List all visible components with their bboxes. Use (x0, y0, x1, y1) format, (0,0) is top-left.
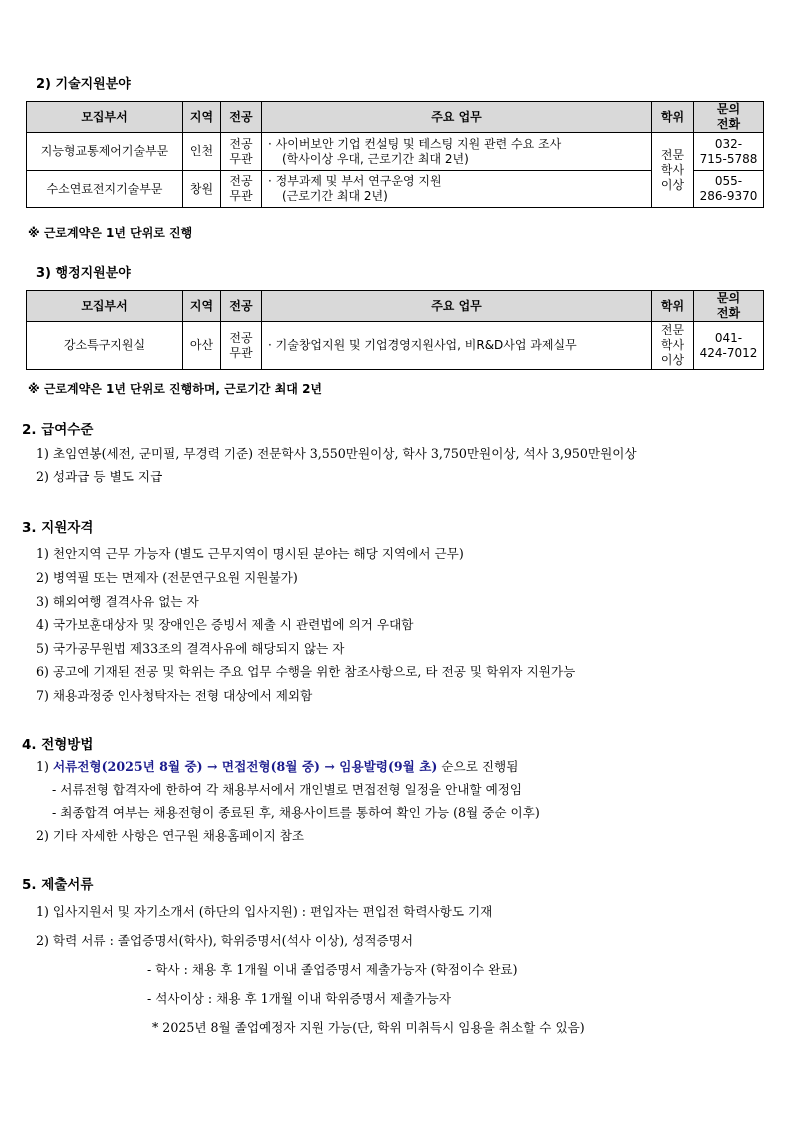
header-duty: 주요 업무 (262, 291, 652, 322)
header-dept: 모집부서 (27, 102, 183, 133)
documents-sub-item: - 학사 : 채용 후 1개월 이내 졸업증명서 제출가능자 (학점이수 완료) (147, 962, 518, 977)
table-row (27, 133, 764, 171)
documents-item: 2) 학력 서류 : 졸업증명서(학사), 학위증명서(석사 이상), 성적증명서 (36, 933, 413, 948)
tech-support-table (26, 101, 764, 208)
documents-item: 1) 입사지원서 및 자기소개서 (하단의 입사지원) : 편입자는 편입전 학력사항도 기재 (36, 904, 493, 919)
degree-cell: 전문 학사 이상 (652, 133, 694, 208)
salary-item: 1) 초임연봉(세전, 군미필, 무경력 기준) 전문학사 3,550만원이상, 학사 3,750만원이상, 석사 3,950만원이상 (36, 446, 637, 461)
header-major: 전공 (221, 291, 262, 322)
process-sub-item: - 최종합격 여부는 채용전형이 종료된 후, 채용사이트를 통하여 확인 가능 (8월 중순 이후) (52, 805, 540, 820)
documents-sub-item: - 석사이상 : 채용 후 1개월 이내 학위증명서 제출가능자 (147, 991, 452, 1006)
process-heading: 4. 전형방법 (22, 737, 94, 753)
table-row (27, 322, 764, 370)
table-header-row (27, 102, 764, 133)
table-header-row (27, 291, 764, 322)
region-cell: 아산 (183, 322, 221, 370)
duty-cell: · 사이버보안 기업 컨설팅 및 테스팅 지원 관련 수요 조사 (학사이상 우대, 근로기간 최대 2년) (262, 133, 652, 171)
header-contact: 문의 전화 (694, 291, 764, 322)
header-region: 지역 (183, 102, 221, 133)
duty-cell: · 기술창업지원 및 기업경영지원사업, 비R&D사업 과제실무 (262, 322, 652, 370)
qualification-item: 6) 공고에 기재된 전공 및 학위는 주요 업무 수행을 위한 참조사항으로, 타 전공 및 학위자 지원가능 (36, 664, 576, 679)
qualification-item: 2) 병역필 또는 면제자 (전문연구요원 지원불가) (36, 570, 298, 585)
header-major: 전공 (221, 102, 262, 133)
tech-contract-note: ※ 근로계약은 1년 단위로 진행 (28, 226, 193, 240)
header-region: 지역 (183, 291, 221, 322)
major-cell: 전공 무관 (221, 133, 262, 171)
admin-contract-note: ※ 근로계약은 1년 단위로 진행하며, 근로기간 최대 2년 (28, 382, 323, 396)
header-degree: 학위 (652, 102, 694, 133)
process-item: 2) 기타 자세한 사항은 연구원 채용홈페이지 참조 (36, 828, 305, 843)
dept-cell: 수소연료전지기술부문 (27, 171, 183, 208)
major-cell: 전공 무관 (221, 171, 262, 208)
documents-note: * 2025년 8월 졸업예정자 지원 가능(단, 학위 미취득시 임용을 취소할 수 있음) (152, 1020, 585, 1035)
header-contact: 문의 전화 (694, 102, 764, 133)
header-duty: 주요 업무 (262, 102, 652, 133)
dept-cell: 지능형교통제어기술부문 (27, 133, 183, 171)
qualification-item: 1) 천안지역 근무 가능자 (별도 근무지역이 명시된 분야는 해당 지역에서 근무) (36, 546, 464, 561)
admin-support-table (26, 290, 764, 370)
dept-cell: 강소특구지원실 (27, 322, 183, 370)
contact-cell: 041- 424-7012 (694, 322, 764, 370)
qualification-item: 7) 채용과정중 인사청탁자는 전형 대상에서 제외함 (36, 688, 313, 703)
tech-support-heading: 2) 기술지원분야 (36, 77, 131, 92)
process-flow: 서류전형(2025년 8월 중) → 면접전형(8월 중) → 임용발령(9월 초) (52, 759, 438, 774)
header-degree: 학위 (652, 291, 694, 322)
process-sub-item: - 서류전형 합격자에 한하여 각 채용부서에서 개인별로 면접전형 일정을 안내할 예정임 (52, 782, 523, 797)
qualification-item: 4) 국가보훈대상자 및 장애인은 증빙서 제출 시 관련법에 의거 우대함 (36, 617, 414, 632)
contact-cell: 032- 715-5788 (694, 133, 764, 171)
admin-support-heading: 3) 행정지원분야 (36, 266, 131, 281)
qualification-item: 5) 국가공무원법 제33조의 결격사유에 해당되지 않는 자 (36, 641, 345, 656)
region-cell: 인천 (183, 133, 221, 171)
qualification-heading: 3. 지원자격 (22, 520, 94, 536)
degree-cell: 전문 학사 이상 (652, 322, 694, 370)
salary-heading: 2. 급여수준 (22, 422, 94, 438)
process-flow-line: 1) 서류전형(2025년 8월 중) → 면접전형(8월 중) → 임용발령(9월 초) 순으로 진행됨 (36, 759, 519, 774)
contact-cell: 055- 286-9370 (694, 171, 764, 208)
header-dept: 모집부서 (27, 291, 183, 322)
documents-heading: 5. 제출서류 (22, 877, 94, 893)
qualification-item: 3) 해외여행 결격사유 없는 자 (36, 594, 199, 609)
duty-cell: · 정부과제 및 부서 연구운영 지원 (근로기간 최대 2년) (262, 171, 652, 208)
salary-item: 2) 성과급 등 별도 지급 (36, 469, 163, 484)
region-cell: 창원 (183, 171, 221, 208)
major-cell: 전공 무관 (221, 322, 262, 370)
